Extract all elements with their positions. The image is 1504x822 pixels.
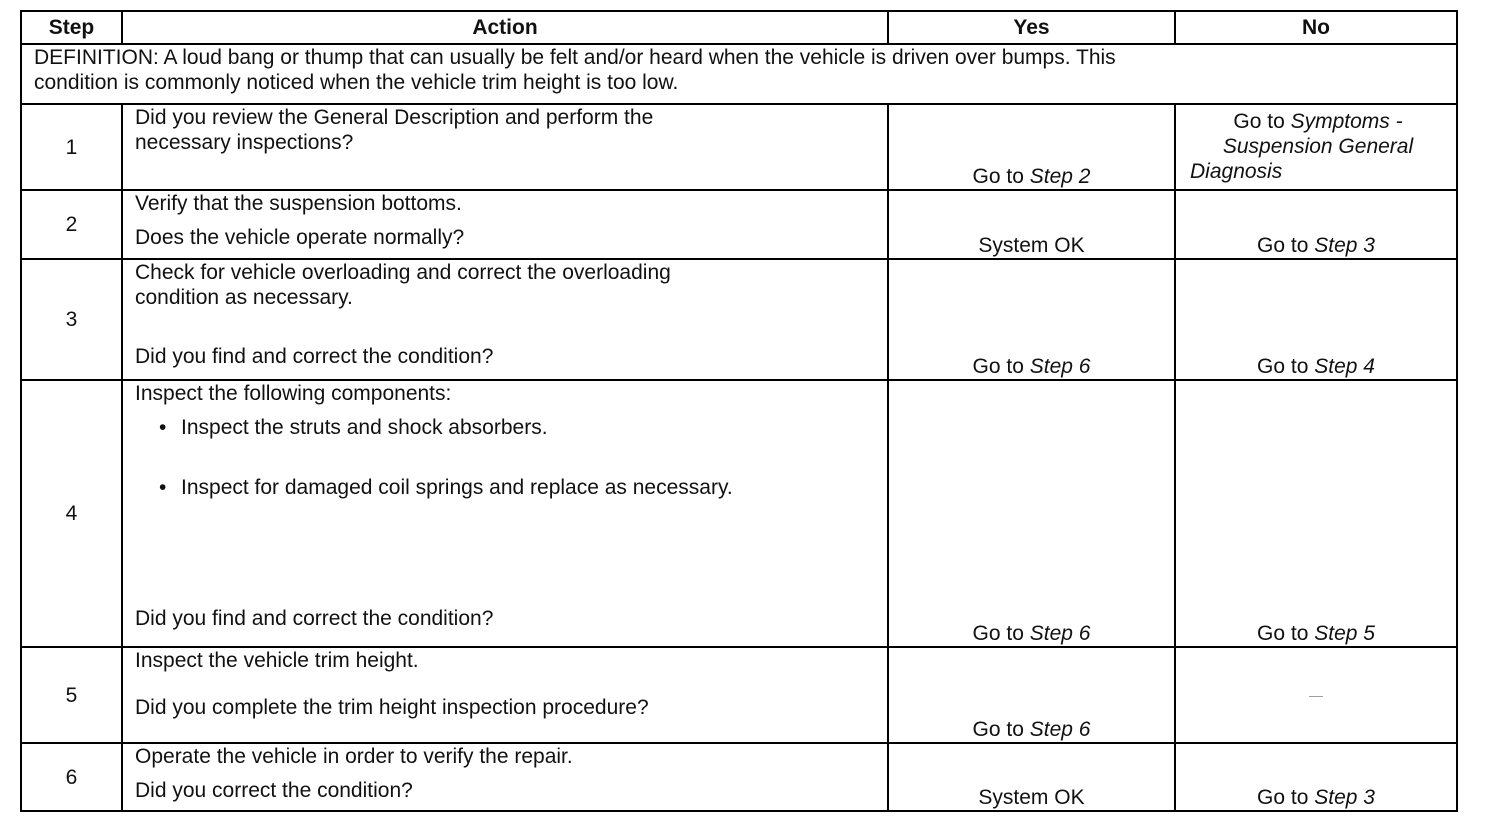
no-step-link[interactable]: Step 4 — [1314, 355, 1375, 378]
action-cell — [122, 647, 888, 743]
bullet-item: • Inspect the struts and shock absorbers. — [159, 416, 548, 439]
bullet-item: • Inspect for damaged coil springs and replace as necessary. — [159, 476, 733, 499]
step-number: 1 — [21, 104, 122, 190]
action-text: condition as necessary. — [135, 286, 353, 309]
action-text: Did you find and correct the condition? — [135, 345, 494, 368]
yes-step-link[interactable]: Step 6 — [1029, 355, 1091, 378]
header-step: Step — [21, 11, 122, 44]
action-text: Did you find and correct the condition? — [135, 607, 494, 630]
header-action: Action — [122, 11, 888, 44]
definition-row — [21, 44, 1457, 104]
action-cell — [122, 380, 888, 647]
yes-step-link[interactable]: Step 6 — [1029, 622, 1091, 645]
step-number: 4 — [21, 380, 122, 647]
step-number: 3 — [21, 259, 122, 380]
yes-cell: System OK — [888, 743, 1175, 811]
step-number: 5 — [21, 647, 122, 743]
no-cell — [1175, 104, 1457, 190]
step-number: 6 — [21, 743, 122, 811]
header-no: No — [1175, 11, 1457, 44]
step-number: 2 — [21, 190, 122, 259]
action-text: Did you correct the condition? — [135, 779, 413, 802]
action-text: Operate the vehicle in order to verify the repair. — [135, 745, 573, 768]
action-cell — [122, 259, 888, 380]
yes-cell — [888, 104, 1175, 190]
no-step-link[interactable]: Step 3 — [1314, 786, 1375, 809]
no-cell — [1175, 743, 1457, 811]
definition-cell — [21, 44, 1457, 104]
definition-line: DEFINITION: A loud bang or thump that can usually be felt and/or heard when the vehicle is driven over bumps. This — [34, 46, 1116, 69]
table-row — [21, 104, 1457, 190]
yes-prefix: Go to — [972, 622, 1030, 645]
no-prefix: Go to — [1233, 110, 1291, 133]
bullet-icon: • — [159, 416, 167, 439]
yes-step-link[interactable]: Step 6 — [1029, 718, 1091, 741]
yes-cell: System OK — [888, 190, 1175, 259]
no-cell — [1175, 380, 1457, 647]
table-row — [21, 190, 1457, 259]
no-prefix: Go to — [1257, 355, 1315, 378]
diagnostic-table — [20, 10, 1458, 812]
yes-cell — [888, 647, 1175, 743]
no-symptoms-link[interactable]: Diagnosis — [1190, 160, 1283, 183]
no-cell — [1175, 259, 1457, 380]
action-text: Inspect the vehicle trim height. — [135, 649, 419, 672]
yes-step-link[interactable]: Step 2 — [1029, 165, 1091, 188]
no-step-link[interactable]: Step 3 — [1314, 234, 1375, 257]
table-header-row — [21, 11, 1457, 44]
action-cell — [122, 104, 888, 190]
no-prefix: Go to — [1257, 622, 1315, 645]
action-text: Did you complete the trim height inspection procedure? — [135, 696, 649, 719]
action-cell — [122, 743, 888, 811]
no-cell — [1175, 647, 1457, 743]
action-text: Does the vehicle operate normally? — [135, 226, 465, 249]
no-step-link[interactable]: Step 5 — [1314, 622, 1375, 645]
yes-prefix: Go to — [972, 165, 1030, 188]
yes-cell — [888, 259, 1175, 380]
action-text: Check for vehicle overloading and correct the overloading — [135, 261, 671, 284]
no-prefix: Go to — [1257, 234, 1315, 257]
table-row — [21, 743, 1457, 811]
action-text: Verify that the suspension bottoms. — [135, 192, 462, 215]
no-cell — [1175, 190, 1457, 259]
yes-prefix: Go to — [972, 718, 1030, 741]
action-cell — [122, 190, 888, 259]
table-row — [21, 380, 1457, 647]
definition-line: condition is commonly noticed when the vehicle trim height is too low. — [34, 71, 679, 94]
action-text: necessary inspections? — [135, 131, 354, 154]
no-symptoms-link[interactable]: Suspension General — [1222, 135, 1414, 158]
bullet-icon: • — [159, 476, 167, 499]
no-dash: — — [1309, 686, 1323, 703]
no-symptoms-link[interactable]: Symptoms - — [1290, 110, 1403, 133]
table-row — [21, 647, 1457, 743]
table-row — [21, 259, 1457, 380]
action-text: Inspect the following components: — [135, 382, 452, 405]
yes-cell — [888, 380, 1175, 647]
no-prefix: Go to — [1257, 786, 1315, 809]
action-text: Did you review the General Description and perform the — [135, 106, 654, 129]
yes-prefix: Go to — [972, 355, 1030, 378]
header-yes: Yes — [888, 11, 1175, 44]
